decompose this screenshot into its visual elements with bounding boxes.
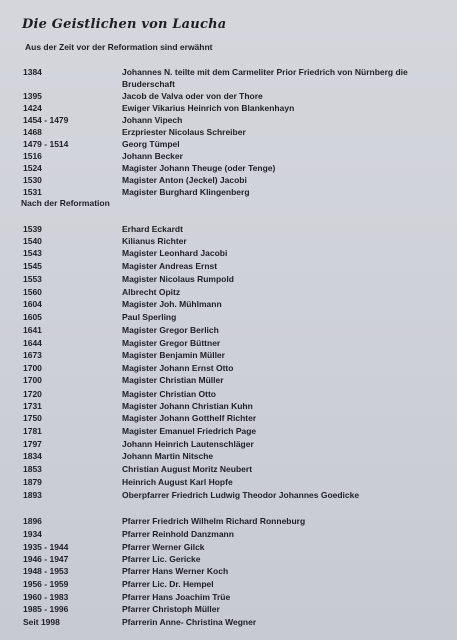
entry-year: 1935 - 1944 <box>23 542 69 552</box>
entry-name: Heinrich August Karl Hopfe <box>122 477 233 487</box>
list-item <box>0 127 457 139</box>
entry-name: Albrecht Opitz <box>122 287 181 297</box>
entry-name: Pfarrer Lic. Gericke <box>122 554 201 564</box>
entry-name: Pfarrerin Anne- Christina Wegner <box>122 617 257 627</box>
list-item <box>0 477 457 489</box>
list-item <box>0 151 457 163</box>
entry-name: Johann Vipech <box>122 115 183 125</box>
list-item <box>0 389 457 401</box>
entry-name: Magister Johann Christian Kuhn <box>122 401 253 411</box>
entry-year: 1540 <box>23 236 42 246</box>
list-item <box>0 363 457 375</box>
section-heading-before: Aus der Zeit vor der Reformation sind erwähnt <box>25 42 213 52</box>
entry-year: 1700 <box>23 363 42 373</box>
page-title: Die Geistlichen von Laucha <box>22 17 227 32</box>
entry-name: Magister Johann Ernst Otto <box>122 363 234 373</box>
list-item <box>0 604 457 616</box>
entry-name: Oberpfarrer Friedrich Ludwig Theodor Johannes Goedicke <box>122 490 360 500</box>
entry-year: 1934 <box>23 529 42 539</box>
entry-name: Johann Heinrich Lautenschläger <box>122 439 254 449</box>
entry-name: Magister Anton (Jeckel) Jacobi <box>122 175 247 185</box>
list-item <box>0 224 457 236</box>
entry-name: Paul Sperling <box>122 312 177 322</box>
list-item <box>0 529 457 541</box>
list-item <box>0 175 457 187</box>
entry-year: 1424 <box>23 103 42 113</box>
entry-name: Magister Johann Gotthelf Richter <box>122 413 257 423</box>
entry-name: Magister Christian Otto <box>122 389 216 399</box>
entry-name: Pfarrer Christoph Müller <box>122 604 220 614</box>
entry-year: 1781 <box>23 426 42 436</box>
entry-name: Magister Gregor Büttner <box>122 338 221 348</box>
list-item <box>0 187 457 199</box>
list-item <box>0 163 457 175</box>
entry-year: 1946 - 1947 <box>23 554 69 564</box>
list-item <box>0 248 457 260</box>
entry-year: 1853 <box>23 464 42 474</box>
entry-name: Johannes N. teilte mit dem Carmeliter Prior Friedrich von Nürnberg die Bruderschaft <box>122 67 408 89</box>
entry-year: 1524 <box>23 163 42 173</box>
list-item <box>0 592 457 604</box>
list-item <box>0 490 457 502</box>
entry-year: 1605 <box>23 312 42 322</box>
entry-year: 1553 <box>23 274 42 284</box>
entry-year: 1985 - 1996 <box>23 604 69 614</box>
list-item <box>0 236 457 248</box>
entry-name: Magister Benjamin Müller <box>122 350 225 360</box>
entry-name: Kilianus Richter <box>122 236 187 246</box>
list-item <box>0 287 457 299</box>
entry-year: 1479 - 1514 <box>23 139 69 149</box>
list-item <box>0 299 457 311</box>
entry-year: 1720 <box>23 389 42 399</box>
list-item <box>0 67 457 89</box>
entry-year: 1531 <box>23 187 42 197</box>
entry-name: Magister Joh. Mühlmann <box>122 299 222 309</box>
entry-name: Christian August Moritz Neubert <box>122 464 253 474</box>
entry-year: 1395 <box>23 91 42 101</box>
entry-year: 1468 <box>23 127 42 137</box>
entry-year: 1700 <box>23 375 42 385</box>
list-item <box>0 350 457 362</box>
entry-year: 1797 <box>23 439 42 449</box>
entry-name: Magister Nicolaus Rumpold <box>122 274 234 284</box>
entry-year: 1560 <box>23 287 42 297</box>
list-item <box>0 91 457 103</box>
entry-year: 1956 - 1959 <box>23 579 69 589</box>
list-item <box>0 401 457 413</box>
entry-year: 1673 <box>23 350 42 360</box>
list-item <box>0 338 457 350</box>
list-item <box>0 375 457 387</box>
entry-name: Magister Andreas Ernst <box>122 261 218 271</box>
entry-year: 1539 <box>23 224 42 234</box>
section-heading-after: Nach der Reformation <box>21 198 110 208</box>
list-item <box>0 274 457 286</box>
list-item <box>0 261 457 273</box>
entry-year: 1384 <box>23 67 42 77</box>
entry-year: 1750 <box>23 413 42 423</box>
entry-name: Erhard Eckardt <box>122 224 183 234</box>
list-item <box>0 566 457 578</box>
entry-name: Erzpriester Nicolaus Schreiber <box>122 127 246 137</box>
entry-name: Johann Martin Nitsche <box>122 451 214 461</box>
entry-name: Pfarrer Hans Joachim Trüe <box>122 592 231 602</box>
entry-year: 1948 - 1953 <box>23 566 69 576</box>
entry-year: Seit 1998 <box>23 617 60 627</box>
list-item <box>0 516 457 528</box>
entry-name: Magister Gregor Berlich <box>122 325 219 335</box>
entry-name: Pfarrer Hans Werner Koch <box>122 566 229 576</box>
entry-year: 1604 <box>23 299 42 309</box>
entry-year: 1896 <box>23 516 42 526</box>
entry-name: Magister Burghard Klingenberg <box>122 187 250 197</box>
list-item <box>0 115 457 127</box>
entry-year: 1530 <box>23 175 42 185</box>
entry-year: 1834 <box>23 451 42 461</box>
entry-year: 1543 <box>23 248 42 258</box>
entry-name: Pfarrer Lic. Dr. Hempel <box>122 579 214 589</box>
list-item <box>0 413 457 425</box>
entry-year: 1454 - 1479 <box>23 115 69 125</box>
list-item <box>0 325 457 337</box>
list-item <box>0 312 457 324</box>
list-item <box>0 451 457 463</box>
entry-name: Pfarrer Reinhold Danzmann <box>122 529 234 539</box>
entry-year: 1516 <box>23 151 42 161</box>
list-item <box>0 579 457 591</box>
entry-year: 1731 <box>23 401 42 411</box>
entry-name: Georg Tümpel <box>122 139 180 149</box>
entry-name: Jacob de Valva oder von der Thore <box>122 91 263 101</box>
entry-name: Magister Leonhard Jacobi <box>122 248 228 258</box>
entry-year: 1960 - 1983 <box>23 592 69 602</box>
entry-name: Pfarrer Werner Gilck <box>122 542 205 552</box>
list-item <box>0 554 457 566</box>
entry-name: Magister Christian Müller <box>122 375 224 385</box>
entry-year: 1545 <box>23 261 42 271</box>
entry-year: 1644 <box>23 338 42 348</box>
entry-year: 1641 <box>23 325 42 335</box>
list-item <box>0 139 457 151</box>
list-item <box>0 426 457 438</box>
list-item <box>0 464 457 476</box>
entry-year: 1893 <box>23 490 42 500</box>
entry-name: Ewiger Vikarius Heinrich von Blankenhayn <box>122 103 295 113</box>
entry-name: Magister Johann Theuge (oder Tenge) <box>122 163 276 173</box>
list-item <box>0 542 457 554</box>
entry-year: 1879 <box>23 477 42 487</box>
entry-name: Pfarrer Friedrich Wilhelm Richard Ronneburg <box>122 516 306 526</box>
list-item <box>0 617 457 629</box>
entry-name: Magister Emanuel Friedrich Page <box>122 426 257 436</box>
entry-name: Johann Becker <box>122 151 183 161</box>
list-item <box>0 103 457 115</box>
list-item <box>0 439 457 451</box>
